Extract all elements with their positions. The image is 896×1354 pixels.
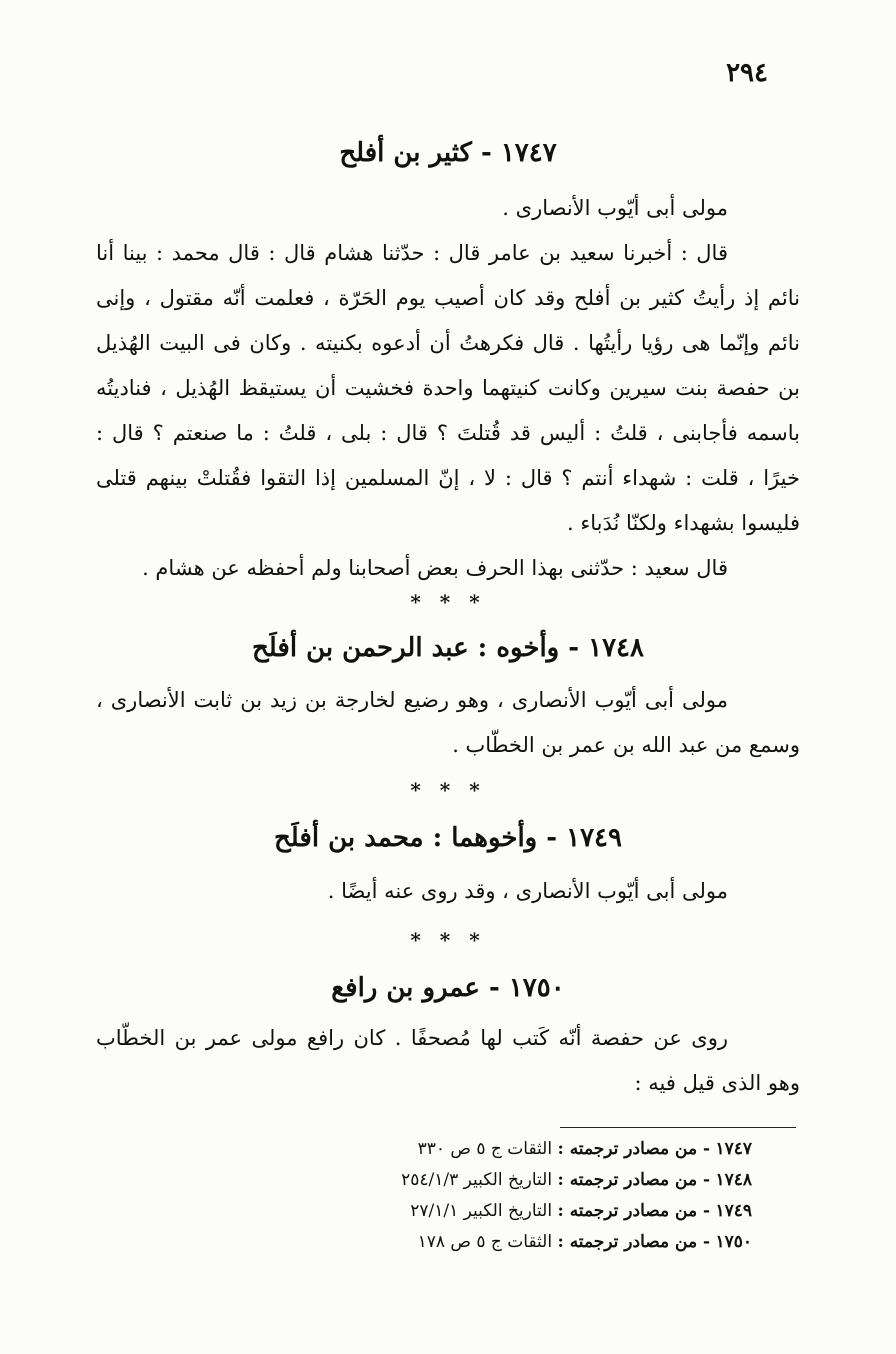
- entry-1749: [96, 818, 800, 858]
- footnote: [401, 1196, 752, 1227]
- footnote-rule: [560, 1127, 796, 1128]
- footnote-text: التاريخ الكبير ٢٧/١/١: [410, 1201, 553, 1221]
- footnote: [401, 1165, 752, 1196]
- footnote-label: - من مصادر ترجمته :: [557, 1201, 711, 1221]
- entry-title: ١٧٤٩ - وأخوهما : محمد بن أفلَح: [274, 823, 622, 853]
- section-separator: * * *: [410, 928, 486, 952]
- entry-title: ١٧٤٨ - وأخوه : عبد الرحمن بن أفلَح: [252, 633, 644, 663]
- entry-title: ١٧٥٠ - عمرو بن رافع: [331, 973, 565, 1003]
- entry-title: ١٧٤٧ - كثير بن أفلح: [339, 138, 557, 168]
- entry-paragraph: قال : أخبرنا سعيد بن عامر قال : حدّثنا هشام قال : قال محمد : بينا أنا نائم إذ رأيتُ كثير بن أفلح وقد كان أصيب يوم الحَرّة ، فعلمت أنّه مقتول ، وإنى نائم وإنّما هى رؤيا رأيتُها . قال فكرهتُ أن أدعوه بكنيته . وكان فى البيت الهُذيل بن حفصة بنت سيرين وكانت كنيتهما واحدة فخشيت أن يستيقظ الهُذيل ، فناديتُه باسمه فأجابنى ، قلتُ : أليس قد قُتلتَ ؟ قال : بلى ، قلتُ : ما صنعتم ؟ قال : خيرًا ، قلت : شهداء أنتم ؟ قال : لا ، إنّ المسلمين إذا التقوا فقُتلتْ بينهم قتلى فليسوا بشهداء ولكنّا نُدَباء .: [96, 241, 800, 535]
- entry-paragraph: روى عن حفصة أنّه كَتب لها مُصحفًا . كان رافع مولى عمر بن الخطّاب وهو الذى قيل فيه :: [96, 1026, 800, 1095]
- footnote-number: ١٧٤٩: [715, 1201, 752, 1221]
- footnote-text: الثقات ج ٥ ص ١٧٨: [417, 1232, 553, 1252]
- footnote: [401, 1134, 752, 1165]
- entry-paragraph: مولى أبى أيّوب الأنصارى ، وقد روى عنه أيضًا .: [327, 879, 728, 903]
- footnote-number: ١٧٤٧: [715, 1139, 752, 1159]
- footnotes: [401, 1134, 752, 1258]
- footnote-label: - من مصادر ترجمته :: [557, 1232, 711, 1252]
- footnote-text: التاريخ الكبير ٢٥٤/١/٣: [401, 1170, 553, 1190]
- section-separator: * * *: [410, 590, 486, 614]
- entry-1747-body: [96, 186, 800, 591]
- footnote-label: - من مصادر ترجمته :: [557, 1170, 711, 1190]
- entry-1748-body: [96, 678, 800, 768]
- entry-1748: [96, 628, 800, 668]
- footnote-number: ١٧٤٨: [715, 1170, 752, 1190]
- entry-paragraph: قال سعيد : حدّثنى بهذا الحرف بعض أصحابنا ولم أحفظه عن هشام .: [142, 556, 728, 580]
- page-number: ٢٩٤: [726, 58, 768, 88]
- footnote-label: - من مصادر ترجمته :: [557, 1139, 711, 1159]
- footnote-text: الثقات ج ٥ ص ٣٣٠: [417, 1139, 553, 1159]
- entry-1750-body: [96, 1016, 800, 1106]
- entry-paragraph: مولى أبى أيّوب الأنصارى ، وهو رضيع لخارجة بن زيد بن ثابت الأنصارى ، وسمع من عبد الله بن عمر بن الخطّاب .: [96, 688, 800, 757]
- footnote: [401, 1227, 752, 1258]
- entry-1747: [96, 133, 800, 173]
- section-separator: * * *: [410, 778, 486, 802]
- entry-1749-body: [96, 869, 800, 914]
- entry-paragraph: مولى أبى أيّوب الأنصارى .: [502, 196, 728, 220]
- footnote-number: ١٧٥٠: [715, 1232, 752, 1252]
- entry-1750: [96, 968, 800, 1008]
